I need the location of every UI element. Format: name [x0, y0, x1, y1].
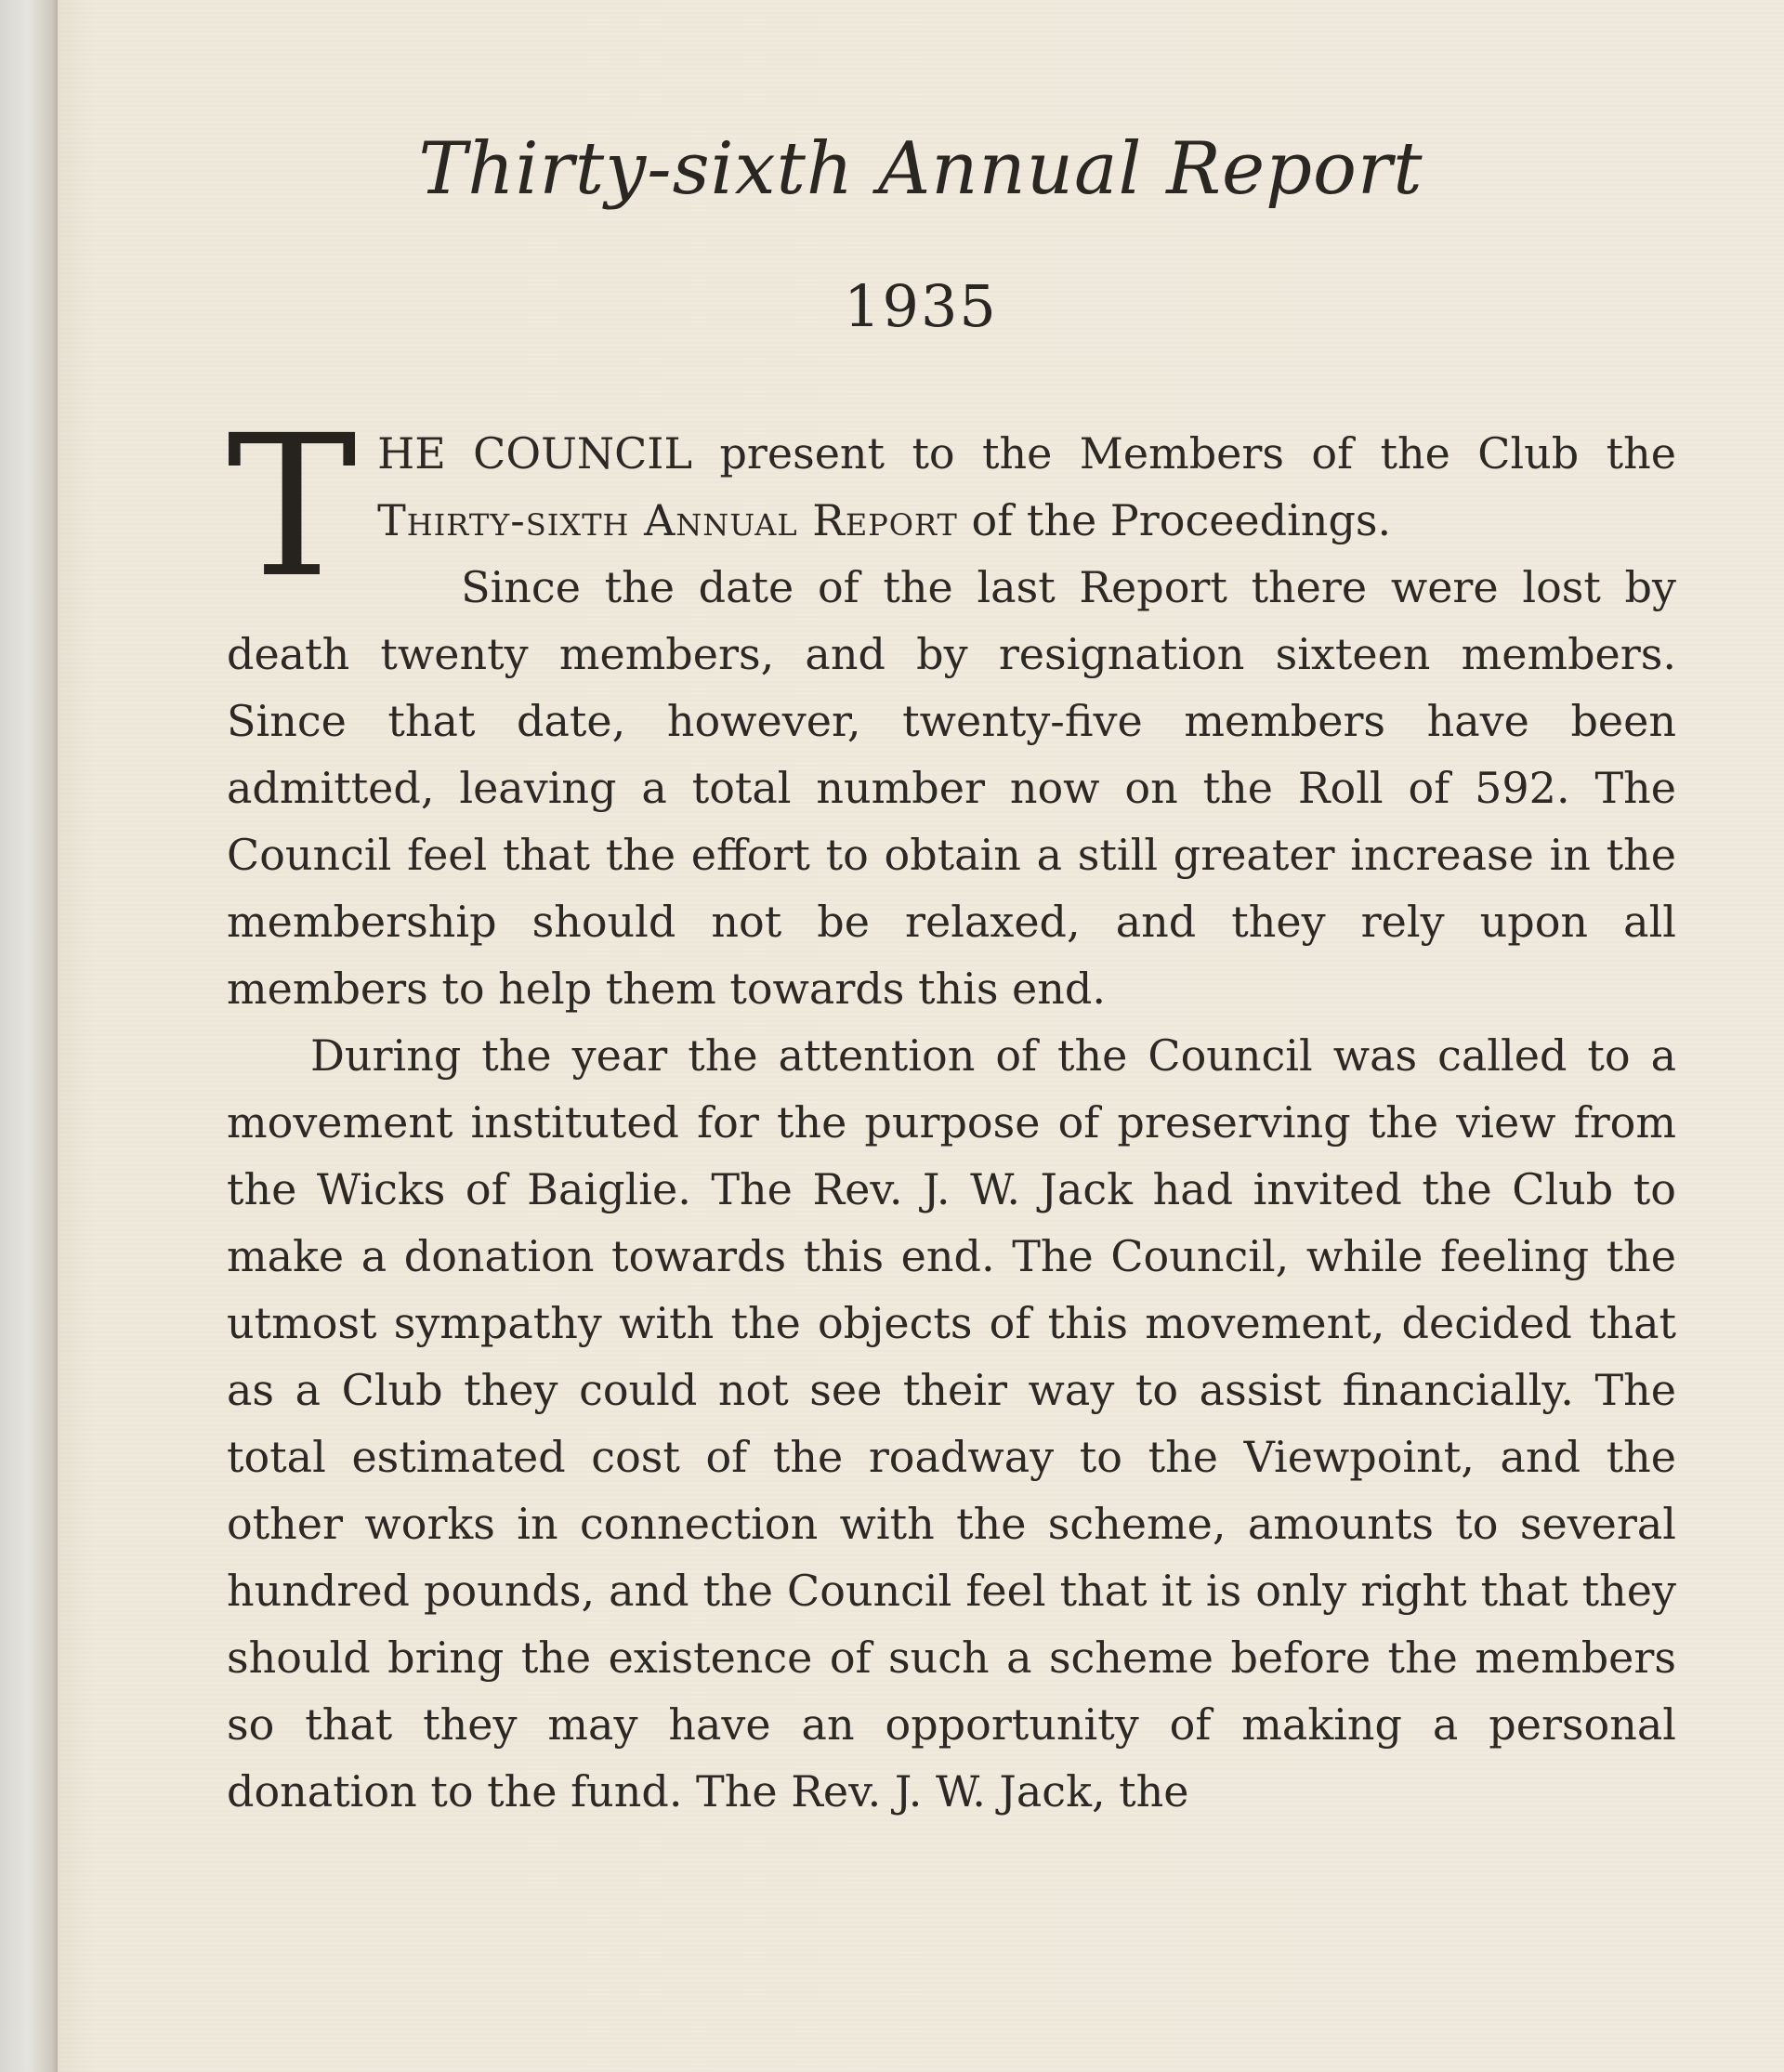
book-page — [58, 0, 1784, 2072]
report-title: Thirty-sixth Annual Report — [418, 127, 1423, 211]
paragraph-baiglie: During the year the attention of the Council was called to a movement instituted for the purpose of preserving the view from the Wicks of Baiglie. The Rev. J. W. Jack had invited the Club to make a donation towards this end. The Council, while feeling the utmost sympathy with the objects of this movement, decided that as a Club they could not see their way to assist financially. The total estimated cost of the roadway to the Viewpoint, and the other works in connection with the scheme, amounts to several hundred pounds, and the Council feel that it is only right that they should bring the existence of such a scheme before the members so that they may have an opportunity of making a personal donation to the fund. The Rev. J. W. Jack, the — [227, 1030, 1676, 1816]
report-year: 1935 — [844, 272, 998, 340]
paragraph-intro — [227, 393, 1677, 621]
intro-report-title: Thirty-sixth Annual Report — [377, 495, 958, 545]
paragraph-membership: Since the date of the last Report there were lost by death twenty members, and by resignation sixteen members. Since that date, however, twenty-five members have been admitted, leaving a total number now on the Roll of 592. The Council feel that the effort to obtain a still greater increase in the membership should not be relaxed, and they rely upon all members to help them towards this end. — [227, 562, 1676, 1014]
intro-text-2: of the Proceedings. — [957, 495, 1392, 545]
page-gutter — [0, 0, 58, 2072]
report-body — [227, 393, 1677, 1825]
lead-caps: HE COUNCIL — [377, 428, 693, 479]
drop-cap-letter: T — [227, 393, 358, 621]
intro-text-1: present to the Members of the Club the — [692, 428, 1677, 479]
